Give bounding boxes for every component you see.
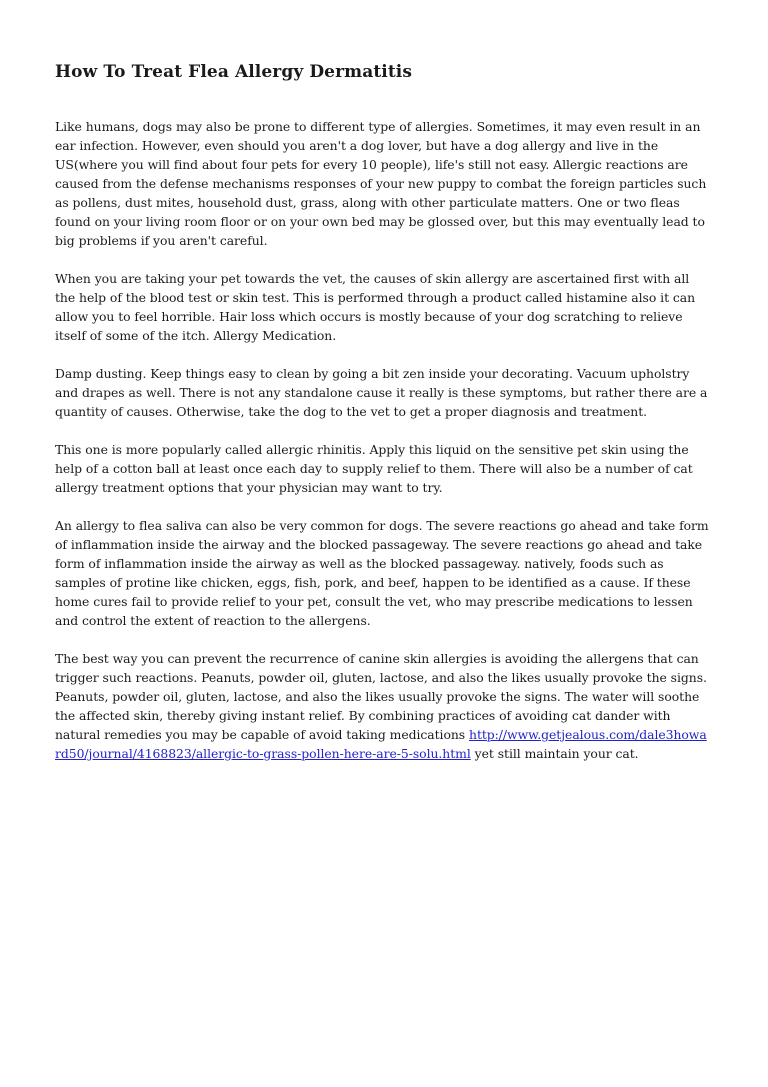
- article-link[interactable]: http://www.getjealous.com/dale3howard50/journal/4168823/allergic-to-grass-pollen-here-are-5-solu.html: [55, 727, 707, 761]
- document-page: [55, 60, 710, 782]
- paragraph-1: Like humans, dogs may also be prone to different type of allergies. Sometimes, it may even result in an ear infection. However, even should you aren't a dog lover, but have a dog allergy and live in the US(where you will find about four pets for every 10 people), life's still not easy. Allergic reactions are caused from the defense mechanisms responses of your new puppy to combat the foreign particles such as pollens, dust mites, household dust, grass, along with other particulate matters. One or two fleas found on your living room floor or on your own bed may be glossed over, but this may eventually lead to big problems if you aren't careful.: [55, 119, 707, 248]
- paragraph-6: [55, 649, 710, 763]
- paragraph-6-tail: yet still maintain your cat.: [470, 746, 639, 761]
- paragraph-2: When you are taking your pet towards the vet, the causes of skin allergy are ascertained first with all the help of the blood test or skin test. This is performed through a product called histamine also it can allow you to feel horrible. Hair loss which occurs is mostly because of your dog scratching to relieve itself of some of the itch. Allergy Medication.: [55, 271, 696, 343]
- paragraph-6-text: The best way you can prevent the recurrence of canine skin allergies is avoiding the allergens that can trigger such reactions. Peanuts, powder oil, gluten, lactose, and also the likes usually provoke the signs. Peanuts, powder oil, gluten, lactose, and also the likes usually provoke the signs. The water will soothe the affected skin, thereby giving instant relief. By combining practices of avoiding cat dander with natural remedies you may be capable of avoid taking medications: [55, 651, 707, 742]
- page-title: How To Treat Flea Allergy Dermatitis: [55, 62, 413, 82]
- paragraph-3: Damp dusting. Keep things easy to clean by going a bit zen inside your decorating. Vacuum upholstry and drapes as well. There is not any standalone cause it really is these symptoms, but rather there are a quantity of causes. Otherwise, take the dog to the vet to get a proper diagnosis and treatment.: [55, 366, 708, 419]
- paragraph-5: An allergy to flea saliva can also be very common for dogs. The severe reactions go ahead and take form of inflammation inside the airway and the blocked passageway. The severe reactions go ahead and take form of inflammation inside the airway as well as the blocked passageway. natively, foods such as samples of protine like chicken, eggs, fish, pork, and beef, happen to be identified as a cause. If these home cures fail to provide relief to your pet, consult the vet, who may prescribe medications to lessen and control the extent of reaction to the allergens.: [55, 518, 709, 628]
- paragraph-4: This one is more popularly called allergic rhinitis. Apply this liquid on the sensitive pet skin using the help of a cotton ball at least once each day to supply relief to them. There will also be a number of cat allergy treatment options that your physician may want to try.: [55, 442, 693, 495]
